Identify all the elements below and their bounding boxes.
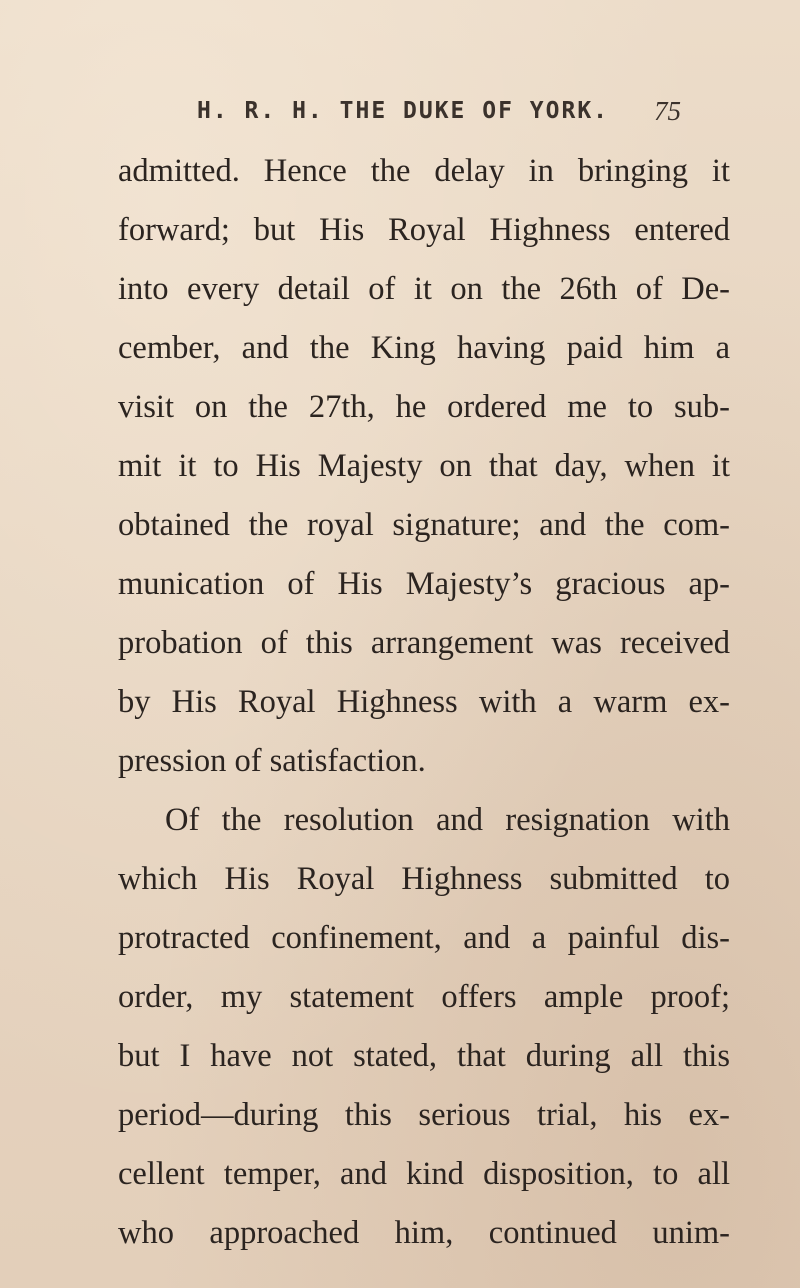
text-line: protracted confinement, and a painful dis-: [118, 920, 730, 956]
running-head: H. R. H. THE DUKE OF YORK.: [197, 98, 610, 124]
text-line: by His Royal Highness with a warm ex-: [118, 684, 730, 720]
text-line: munication of His Majesty’s gracious ap-: [118, 566, 730, 602]
text-line: who approached him, continued unim-: [118, 1215, 730, 1251]
text-line: forward; but His Royal Highness entered: [118, 212, 730, 248]
text-line: admitted. Hence the delay in bringing it: [118, 153, 730, 189]
paragraph-first-line: Of the resolution and resignation with: [165, 802, 730, 838]
text-line: period—during this serious trial, his ex-: [118, 1097, 730, 1133]
text-line: obtained the royal signature; and the com-: [118, 507, 730, 543]
text-line: probation of this arrangement was received: [118, 625, 730, 661]
text-line: mit it to His Majesty on that day, when it: [118, 448, 730, 484]
text-line: into every detail of it on the 26th of De-: [118, 271, 730, 307]
text-line: cember, and the King having paid him a: [118, 330, 730, 366]
text-line: but I have not stated, that during all this: [118, 1038, 730, 1074]
text-line: cellent temper, and kind disposition, to all: [118, 1156, 730, 1192]
page-number: 75: [654, 96, 681, 126]
text-line: which His Royal Highness submitted to: [118, 861, 730, 897]
text-line: pression of satisfaction.: [118, 743, 426, 779]
text-line: visit on the 27th, he ordered me to sub-: [118, 389, 730, 425]
text-line: order, my statement offers ample proof;: [118, 979, 730, 1015]
